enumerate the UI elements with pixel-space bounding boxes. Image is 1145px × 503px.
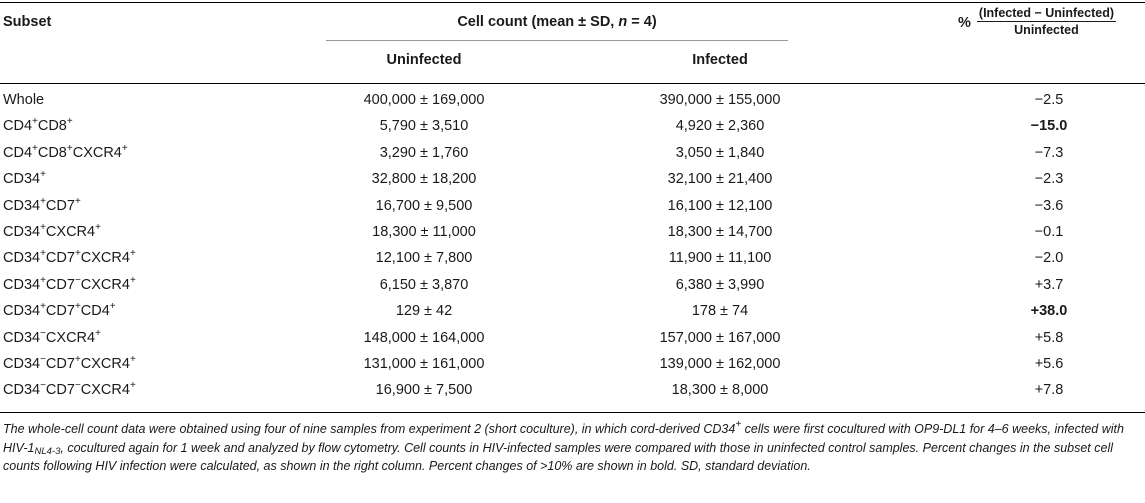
cell-percent-change: −7.3 [1034,144,1064,161]
table-row [0,274,1145,303]
cell-percent-change: +5.6 [1034,356,1064,372]
cell-subset [3,171,46,187]
cell-uninfected: 148,000 ± 164,000 [363,329,485,346]
header-percent-change [958,6,1116,37]
cell-infected: 390,000 ± 155,000 [659,92,781,108]
marker-sign: + [40,274,46,286]
header-uninfected: Uninfected [386,52,462,68]
marker-name: CD8 [37,118,67,135]
cell-subset [3,327,101,346]
cell-uninfected: 16,700 ± 9,500 [375,197,473,214]
marker-sign: + [40,248,46,260]
cell-infected: 178 ± 74 [691,303,749,320]
table-row [0,195,1145,224]
cell-uninfected: 400,000 ± 169,000 [363,92,485,108]
table-top-rule [0,2,1145,3]
footnote-sup: + [735,419,742,430]
cell-uninfected: 129 ± 42 [395,303,453,320]
marker-name: CD34 [3,382,41,399]
cell-subset [3,382,136,398]
marker-sign: + [95,222,101,233]
header-cell-count [326,14,788,30]
marker-sign: + [40,301,46,313]
marker-name: CD4 [3,144,33,161]
marker-name: CD34 [3,197,41,214]
marker-name: CD34 [3,356,41,372]
cell-infected: 32,100 ± 21,400 [667,171,773,188]
marker-sign: + [40,222,46,233]
cell-percent-change: +7.8 [1034,382,1064,399]
fraction-numerator: (Infected − Uninfected) [978,6,1114,20]
marker-sign: + [66,142,73,154]
table-row [0,224,1145,250]
cell-infected: 18,300 ± 8,000 [671,382,769,399]
marker-name: CXCR4 [45,224,96,240]
marker-name: CD34 [3,329,41,346]
cell-percent-change: +38.0 [1030,303,1068,320]
marker-sign: + [32,142,38,154]
table-row [0,382,1145,408]
marker-sign: − [74,274,81,286]
marker-sign: + [129,380,136,392]
marker-sign: − [40,354,46,365]
fraction-denominator: Uninfected [1014,23,1079,37]
footnote-part1: The whole-cell count data were obtained using four of nine samples from experiment 2 (short coculture), in which cord-derived CD34 [3,422,736,436]
cell-infected: 16,100 ± 12,100 [667,197,773,214]
marker-sign: + [109,301,116,313]
cell-percent-change: −3.6 [1034,197,1064,214]
cell-infected: 3,050 ± 1,840 [675,144,765,161]
marker-sign: + [40,169,46,181]
marker-name: Whole [3,92,45,108]
cell-uninfected: 12,100 ± 7,800 [375,250,473,267]
cell-subset [3,356,136,372]
cell-infected: 4,920 ± 2,360 [675,118,765,135]
header-cell-count-n: n [618,14,628,30]
marker-name: CD4 [3,118,33,135]
header-infected: Infected [692,52,748,68]
table-row [0,92,1145,118]
footnote-part2: cells were first cocultured with OP9-DL1 for 4–6 weeks, infected with HIV-1 [3,422,1124,455]
cell-percent-change: −2.3 [1034,171,1064,188]
cell-uninfected: 32,800 ± 18,200 [371,171,477,188]
table-row [0,250,1145,276]
cell-percent-change: −2.5 [1034,92,1064,108]
marker-sign: + [129,274,136,286]
cell-uninfected: 131,000 ± 161,000 [363,356,485,372]
header-bottom-rule [0,83,1145,84]
cell-infected: 11,900 ± 11,100 [668,250,772,267]
cell-subset [3,195,81,214]
cell-infected: 6,380 ± 3,990 [675,276,765,293]
cell-subset [3,142,128,161]
cell-uninfected: 3,290 ± 1,760 [379,144,469,161]
table-row [0,327,1145,356]
cell-percent-change: −0.1 [1034,224,1064,240]
marker-sign: + [32,116,38,128]
marker-sign: + [74,248,81,260]
marker-name: CD7 [45,303,75,320]
cell-subset [3,118,73,134]
marker-sign: + [95,327,101,339]
marker-name: CD7 [45,276,75,293]
cell-uninfected: 5,790 ± 3,510 [379,118,469,135]
marker-name: CXCR4 [72,144,122,161]
marker-name: CXCR4 [80,250,130,267]
cell-infected: 18,300 ± 14,700 [667,224,773,240]
percent-symbol: % [958,14,971,31]
marker-sign: + [74,195,81,207]
marker-sign: + [74,301,81,313]
marker-name: CXCR4 [80,356,130,372]
marker-name: CD34 [3,250,41,267]
marker-sign: + [40,195,46,207]
cell-subset [3,92,44,108]
marker-sign: + [74,354,81,365]
marker-name: CD34 [3,224,41,240]
marker-name: CXCR4 [80,276,130,293]
footnote-sub: NL4-3 [34,445,61,457]
header-subset: Subset [3,14,52,30]
marker-sign: − [74,380,81,392]
marker-sign: − [40,327,46,339]
marker-sign: + [66,116,73,128]
table-bottom-rule [0,412,1145,413]
marker-name: CD4 [80,303,110,320]
cell-subset [3,274,136,293]
marker-name: CD34 [3,171,41,188]
table-row [0,171,1145,197]
marker-sign: + [129,354,136,365]
cell-subset [3,303,116,319]
cell-percent-change: −15.0 [1030,118,1068,135]
marker-name: CD8 [37,144,67,161]
cell-subset [3,224,101,240]
marker-name: CD7 [45,382,75,399]
table-row [0,142,1145,171]
marker-name: CXCR4 [45,329,96,346]
header-cell-count-post: = 4) [627,14,657,30]
marker-sign: − [40,380,46,392]
marker-name: CD34 [3,276,41,293]
cell-uninfected: 18,300 ± 11,000 [372,224,476,240]
table-row [0,356,1145,382]
cell-percent-change: −2.0 [1034,250,1064,267]
cell-uninfected: 6,150 ± 3,870 [379,276,469,293]
cell-count-span-rule [326,40,788,41]
table-footnote [3,420,1141,476]
cell-uninfected: 16,900 ± 7,500 [375,382,473,399]
cell-infected: 157,000 ± 167,000 [659,329,781,346]
header-cell-count-pre: Cell count (mean ± SD, [457,14,619,30]
marker-name: CXCR4 [80,382,130,399]
table-row [0,303,1145,329]
cell-subset [3,250,136,266]
marker-name: CD7 [45,356,75,372]
cell-percent-change: +3.7 [1034,276,1064,293]
marker-sign: + [129,248,136,260]
marker-name: CD34 [3,303,41,320]
table-row [0,118,1145,144]
marker-sign: + [121,142,128,154]
marker-name: CD7 [45,197,75,214]
marker-name: CD7 [45,250,75,267]
footnote-part3: , cocultured again for 1 week and analyzed by flow cytometry. Cell counts in HIV-infected samples were compared with those in uninfected control samples. Percent changes in the subset cell counts following HIV infection were calculated, as shown in the right column. Percent changes of >10% are shown in bold. SD, standard deviation. [3,440,1113,473]
cell-percent-change: +5.8 [1034,329,1064,346]
percent-fraction [977,6,1116,37]
fraction-bar [977,21,1116,22]
cell-infected: 139,000 ± 162,000 [659,356,781,372]
